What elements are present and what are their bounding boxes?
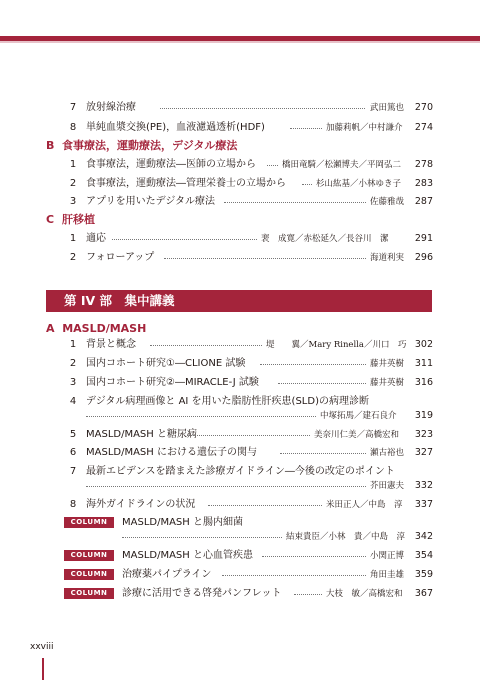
section-letter: B <box>46 139 55 152</box>
dot-leader <box>86 416 316 417</box>
page-number: xxviii <box>30 642 54 652</box>
entry-author: 裵 成寛／赤松延久／長谷川 潔 <box>261 234 389 244</box>
entry-page: 359 <box>414 569 433 580</box>
entry-number: 3 <box>69 196 77 207</box>
dot-leader <box>86 486 366 487</box>
entry-title: 国内コホート研究②―MIRACLE-J 試験 <box>86 377 259 388</box>
entry-title: 最新エビデンスを踏まえた診療ガイドライン―今後の改定のポイント <box>86 466 395 477</box>
toc-entry[interactable] <box>0 177 480 191</box>
entry-title: 放射線治療 <box>86 102 136 113</box>
entry-number: 1 <box>69 339 77 350</box>
dot-leader <box>160 108 365 109</box>
entry-page: 316 <box>414 377 433 388</box>
entry-number: 1 <box>69 233 77 244</box>
dot-leader <box>302 184 312 185</box>
dot-leader <box>224 202 366 203</box>
entry-page: 287 <box>414 196 433 207</box>
entry-page: 332 <box>414 480 433 491</box>
entry-number: 7 <box>69 466 77 477</box>
dot-leader <box>222 575 366 576</box>
entry-number: 2 <box>69 178 77 189</box>
dot-leader <box>294 594 322 595</box>
toc-entry[interactable] <box>0 195 480 209</box>
section-heading <box>46 322 146 336</box>
entry-title: 単純血漿交換(PE)，血液濾過透析(HDF) <box>86 122 265 133</box>
entry-number: 8 <box>69 499 77 510</box>
section-letter: C <box>46 213 55 226</box>
toc-entry[interactable] <box>0 158 480 172</box>
toc-entry[interactable] <box>0 428 480 442</box>
toc-entry[interactable] <box>0 395 480 409</box>
entry-title: 国内コホート研究①―CLIONE 試験 <box>86 358 246 369</box>
entry-page: 291 <box>414 233 433 244</box>
entry-title: アプリを用いたデジタル療法 <box>86 196 215 207</box>
column-title: MASLD/MASH と心血管疾患 <box>122 550 253 561</box>
entry-number: 2 <box>69 252 77 263</box>
toc-entry-author-line <box>0 409 480 423</box>
section-letter: A <box>46 322 55 335</box>
entry-page: 278 <box>414 159 433 170</box>
dot-leader <box>260 364 366 365</box>
entry-author: 結束貴臣／小林 貴／中島 淳 <box>286 532 406 542</box>
column-entry[interactable] <box>0 568 480 582</box>
entry-page: 270 <box>414 102 433 113</box>
entry-page: 327 <box>414 447 433 458</box>
entry-author: 杉山紘基／小林ゆき子 <box>316 179 402 189</box>
section-title: 食事療法，運動療法，デジタル療法 <box>62 139 238 152</box>
column-tag: COLUMN <box>64 588 114 599</box>
entry-author: 武田篤也 <box>370 103 405 113</box>
dot-leader <box>278 383 366 384</box>
entry-author: 芥田憲夫 <box>370 481 405 491</box>
entry-title: デジタル病理画像と AI を用いた脂肪性肝疾患(SLD)の病理診断 <box>86 396 369 407</box>
column-entry[interactable] <box>0 516 480 530</box>
entry-number: 1 <box>69 159 77 170</box>
toc-entry[interactable] <box>0 465 480 479</box>
column-title: 治療薬パイプライン <box>122 569 212 580</box>
dot-leader <box>187 435 310 436</box>
entry-page: 337 <box>414 499 433 510</box>
dot-leader <box>164 258 366 259</box>
entry-title: 食事療法，運動療法―管理栄養士の立場から <box>86 178 286 189</box>
entry-author: 加藤莉帆／中村謙介 <box>326 123 403 133</box>
column-title: 診療に活用できる啓発パンフレット <box>122 588 282 599</box>
entry-author: 角田圭雄 <box>370 570 405 580</box>
entry-author: 美奈川仁美／高橋宏和 <box>314 430 400 440</box>
entry-number: 8 <box>69 122 77 133</box>
section-title: MASLD/MASH <box>62 322 147 335</box>
dot-leader <box>122 537 282 538</box>
dot-leader <box>208 505 322 506</box>
entry-author: 藤井英樹 <box>370 359 405 369</box>
entry-author: 中塚拓馬／建石良介 <box>320 411 397 421</box>
column-entry[interactable] <box>0 549 480 563</box>
toc-entry[interactable] <box>0 121 480 135</box>
entry-title: 背景と概念 <box>86 339 136 350</box>
column-tag: COLUMN <box>64 550 114 561</box>
entry-author: 海道利実 <box>370 253 405 263</box>
entry-author: 藤井英樹 <box>370 378 405 388</box>
entry-page: 342 <box>414 531 433 542</box>
entry-title: MASLD/MASH と糖尿病 <box>86 429 197 440</box>
entry-number: 5 <box>69 429 77 440</box>
dot-leader <box>262 556 366 557</box>
entry-title: 食事療法，運動療法―医師の立場から <box>86 159 256 170</box>
toc-entry-author-line <box>0 530 480 544</box>
toc-entry-author-line <box>0 479 480 493</box>
entry-number: 3 <box>69 377 77 388</box>
entry-number: 4 <box>69 396 77 407</box>
toc-entry[interactable] <box>0 338 480 352</box>
entry-author: 堤 翼／Mary Rinella／川口 巧 <box>266 340 407 350</box>
entry-page: 283 <box>414 178 433 189</box>
toc-entry[interactable] <box>0 101 480 115</box>
entry-page: 323 <box>414 429 433 440</box>
dot-leader <box>267 165 278 166</box>
entry-author: 小関正博 <box>370 551 405 561</box>
entry-author: 佐藤雅哉 <box>370 197 405 207</box>
entry-author: 瀬古裕也 <box>370 448 405 458</box>
column-tag: COLUMN <box>64 569 114 580</box>
entry-page: 354 <box>414 550 433 561</box>
entry-title: フォローアップ <box>86 252 155 263</box>
entry-page: 302 <box>414 339 433 350</box>
dot-leader <box>290 128 322 129</box>
entry-page: 274 <box>414 122 433 133</box>
section-title: 肝移植 <box>62 213 95 226</box>
toc-entry[interactable] <box>0 446 480 460</box>
toc-entry[interactable] <box>0 357 480 371</box>
column-tag: COLUMN <box>64 517 114 528</box>
part-title: 第 IV 部 集中講義 <box>64 293 175 308</box>
entry-author: 米田正人／中島 淳 <box>326 500 403 510</box>
entry-page: 319 <box>414 410 433 421</box>
column-entry[interactable] <box>0 587 480 601</box>
dot-leader <box>150 345 262 346</box>
toc-entry[interactable] <box>0 498 480 512</box>
entry-title: MASLD/MASH における遺伝子の関与 <box>86 447 257 458</box>
entry-number: 7 <box>69 102 77 113</box>
entry-title: 海外ガイドラインの状況 <box>86 499 196 510</box>
folio-accent-bar <box>42 658 44 680</box>
entry-page: 296 <box>414 252 433 263</box>
entry-page: 367 <box>414 588 433 599</box>
dot-leader <box>280 453 366 454</box>
toc-entry[interactable] <box>0 232 480 246</box>
part-banner <box>46 290 432 312</box>
entry-page: 311 <box>414 358 433 369</box>
entry-number: 6 <box>69 447 77 458</box>
entry-title: 適応 <box>86 233 106 244</box>
column-title: MASLD/MASH と腸内細菌 <box>122 517 243 528</box>
toc-entry[interactable] <box>0 251 480 265</box>
entry-author: 大枝 敏／高橋宏和 <box>326 589 403 599</box>
header-accent-shadow <box>0 41 480 43</box>
entry-number: 2 <box>69 358 77 369</box>
toc-entry[interactable] <box>0 376 480 390</box>
dot-leader <box>112 239 257 240</box>
entry-author: 橋田竜騎／松瀬博夫／平岡弘二 <box>282 160 402 170</box>
